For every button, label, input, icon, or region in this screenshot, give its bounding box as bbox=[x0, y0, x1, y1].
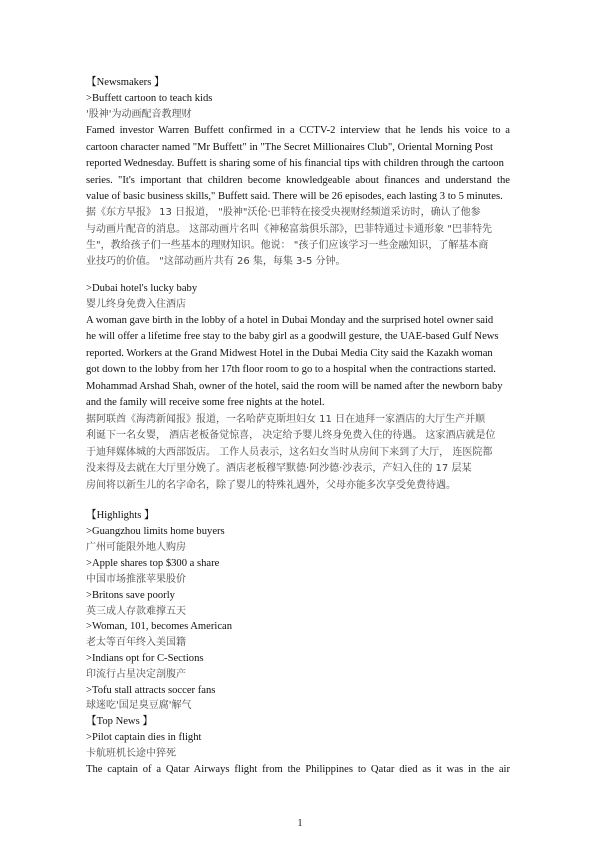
highlight-item-cn: 印流行占星决定剖腹产 bbox=[86, 669, 186, 680]
headline-cn: '股神'为动画配音教理财 bbox=[86, 109, 192, 120]
body-line: he will offer a lifetime free stay to the baby girl as a goodwill gesture, the UAE-based Gulf News bbox=[86, 331, 499, 342]
body-cn-line: 据阿联酋《海湾新闻报》报道，一名哈萨克斯坦妇女 11 日在迪拜一家酒店的大厅生产并顺 bbox=[86, 414, 486, 425]
headline: >Buffett cartoon to teach kids bbox=[86, 93, 213, 104]
body-cn-line: 生"，教给孩子们一些基本的理财知识。他说： "孩子们应该学习一些金融知识，了解基本商 bbox=[86, 240, 489, 251]
body-line: and the family will receive some free nights at the hotel. bbox=[86, 397, 325, 408]
highlight-item-cn: 广州可能限外地人购房 bbox=[86, 542, 186, 553]
highlight-item-cn: 老太等百年终入美国籍 bbox=[86, 637, 186, 648]
body-cn-line: 没来得及去就在大厅里分娩了。酒店老板穆罕默德·阿沙德·沙表示，产妇入住的 17 层某 bbox=[86, 463, 472, 474]
highlight-item: >Indians opt for C-Sections bbox=[86, 653, 204, 664]
body-line: Mohammad Arshad Shah, owner of the hotel, said the room will be named after the newborn baby bbox=[86, 381, 503, 392]
highlight-item: >Britons save poorly bbox=[86, 590, 175, 601]
body-cn-line: 与动画片配音的消息。 这部动画片名叫《神秘富翁俱乐部》，巴菲特通过卡通形象 "巴菲特先 bbox=[86, 224, 492, 235]
section-heading: 【Newsmakers 】 bbox=[86, 77, 165, 88]
body-line: reported. Workers at the Grand Midwest Hotel in the Dubai Media City said the Kazakh woman bbox=[86, 348, 493, 359]
body-line: cartoon character named "Mr Buffett" in "The Secret Millionaires Club", Oriental Morning Post bbox=[86, 142, 493, 153]
body-cn-line: 于迪拜媒体城的大西部饭店。 工作人员表示，这名妇女当时从房间下来到了大厅， 连医院都 bbox=[86, 447, 493, 458]
body-line: series. "It's important that children become knowledgeable about finances and understand the bbox=[86, 175, 510, 186]
section-heading: 【Top News 】 bbox=[86, 716, 153, 727]
page-number: 1 bbox=[297, 818, 303, 829]
body-cn-line: 据《东方早报》 13 日报道， "股神"沃伦·巴菲特在接受央视财经频道采访时，确认了他参 bbox=[86, 207, 481, 218]
body-cn-line: 房间将以新生儿的名字命名，除了婴儿的特殊礼遇外，父母亦能多次享受免费待遇。 bbox=[86, 480, 456, 491]
body-line: A woman gave birth in the lobby of a hotel in Dubai Monday and the surprised hotel owner said bbox=[86, 315, 494, 326]
highlight-item-cn: 球迷吃'国足臭豆腐'解气 bbox=[86, 700, 192, 711]
body-line: The captain of a Qatar Airways flight from the Philippines to Qatar died as it was in the air bbox=[86, 764, 510, 775]
highlight-item-cn: 英三成人存款难撑五天 bbox=[86, 606, 186, 617]
headline: >Pilot captain dies in flight bbox=[86, 732, 202, 743]
body-line: got down to the lobby from her 17th floor room to go to a hospital when the contractions started. bbox=[86, 364, 496, 375]
section-heading: 【Highlights 】 bbox=[86, 510, 155, 521]
headline-cn: 卡航班机长途中猝死 bbox=[86, 748, 176, 759]
highlight-item: >Guangzhou limits home buyers bbox=[86, 526, 225, 537]
body-cn-line: 业技巧的价值。 "这部动画片共有 26 集，每集 3-5 分钟。 bbox=[86, 256, 346, 267]
body-line: value of basic business skills," Buffett said. There will be 26 episodes, each lasting 3 to 5 minutes. bbox=[86, 191, 503, 202]
body-line: Famed investor Warren Buffett confirmed in a CCTV-2 interview that he lends his voice to a bbox=[86, 125, 510, 136]
highlight-item: >Apple shares top $300 a share bbox=[86, 558, 220, 569]
highlight-item: >Tofu stall attracts soccer fans bbox=[86, 685, 216, 696]
highlight-item-cn: 中国市场推涨苹果股价 bbox=[86, 574, 186, 585]
highlight-item: >Woman, 101, becomes American bbox=[86, 621, 233, 632]
headline-cn: 婴儿终身免费入住酒店 bbox=[86, 299, 186, 310]
headline: >Dubai hotel's lucky baby bbox=[86, 283, 198, 294]
body-line: reported Wednesday. Buffett is sharing some of his financial tips with children through the cartoon bbox=[86, 158, 504, 169]
body-cn-line: 利诞下一名女婴， 酒店老板备觉惊喜， 决定给予婴儿终身免费入住的待遇。 这家酒店就是位 bbox=[86, 430, 496, 441]
